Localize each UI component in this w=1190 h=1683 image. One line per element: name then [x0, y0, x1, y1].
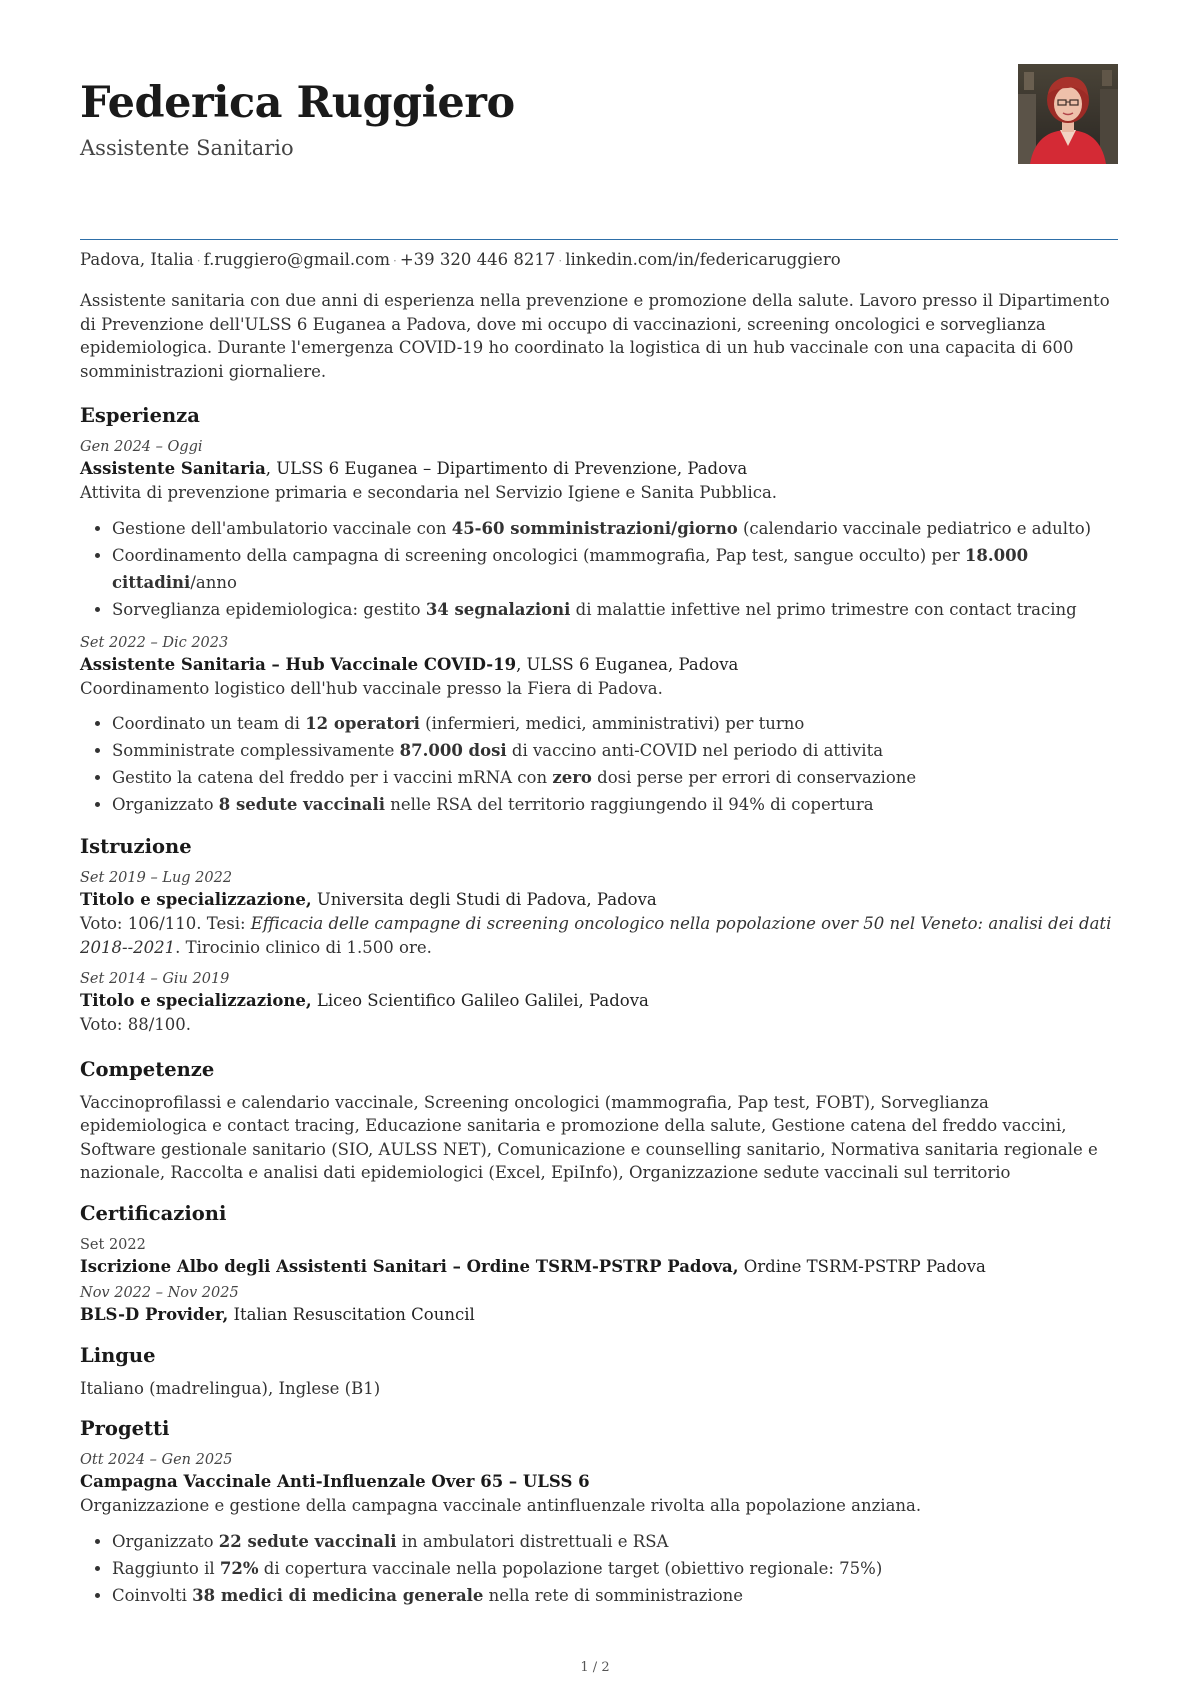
- bullet-item: [112, 542, 1118, 596]
- certification-title: [80, 1255, 1118, 1279]
- bullet-item: [112, 710, 1118, 737]
- bullet-emphasis: zero: [552, 768, 592, 787]
- contact-separator: ·: [196, 254, 201, 268]
- bullet-emphasis: 12 operatori: [305, 714, 420, 733]
- bullet-emphasis: 22 sedute vaccinali: [218, 1531, 397, 1551]
- header-divider: [80, 239, 1118, 240]
- candidate-title: Assistente Sanitario: [80, 136, 294, 160]
- experience-description: Attivita di prevenzione primaria e secondaria nel Servizio Igiene e Sanita Pubblica.: [80, 483, 778, 502]
- skills-section: [80, 1058, 1118, 1185]
- experience-description: Coordinamento logistico dell'hub vaccinale presso la Fiera di Padova.: [80, 678, 663, 698]
- certifications-section: [80, 1202, 1118, 1327]
- bullet-item: [112, 1528, 1118, 1555]
- certification-item: [80, 1283, 1118, 1327]
- bullet-item: [112, 1555, 1118, 1582]
- bullet-text: Organizzato: [112, 1531, 219, 1551]
- bullet-text: nella rete di somministrazione: [483, 1585, 744, 1605]
- contact-linkedin[interactable]: linkedin.com/in/federicaruggiero: [565, 250, 841, 269]
- education-degree-title: Titolo e specializzazione,: [80, 991, 312, 1010]
- education-date: Set 2014 – Giu 2019: [80, 971, 230, 987]
- bullet-text: Organizzato: [112, 795, 219, 814]
- experience-role: [80, 653, 1118, 677]
- bullet-text: nelle RSA del territorio raggiungendo il 94% di copertura: [385, 795, 874, 814]
- bullet-emphasis: 38 medici di medicina generale: [192, 1585, 484, 1605]
- certification-title: [80, 1303, 1118, 1327]
- certification-name: BLS-D Provider,: [80, 1304, 229, 1324]
- bullet-emphasis: 72%: [219, 1558, 259, 1578]
- bullet-text: Coordinamento della campagna di screening oncologici (mammografia, Pap test, sangue occulto) per: [112, 545, 965, 565]
- bullet-item: [112, 1582, 1118, 1609]
- profile-photo-image: [1018, 64, 1118, 164]
- resume-page: [80, 60, 1118, 1609]
- bullet-text: (calendario vaccinale pediatrico e adulto): [737, 518, 1092, 538]
- experience-section: [80, 404, 1118, 818]
- project-name: Campagna Vaccinale Anti-Influenzale Over 65 – ULSS 6: [80, 1472, 590, 1491]
- education-heading: Istruzione: [80, 835, 192, 858]
- contact-phone[interactable]: +39 320 446 8217: [399, 250, 556, 269]
- education-degree: [80, 989, 1118, 1013]
- contact-location: Padova, Italia: [80, 250, 194, 269]
- bullet-text: (infermieri, medici, amministrativi) per turno: [419, 714, 805, 733]
- bullet-text: Sorveglianza epidemiologica: gestito: [112, 599, 426, 619]
- bullet-emphasis: 45-60 somministrazioni/giorno: [451, 518, 738, 538]
- experience-date: Set 2022 – Dic 2023: [80, 634, 229, 651]
- bullet-text: /anno: [190, 572, 237, 592]
- education-section: [80, 835, 1118, 1037]
- experience-bullets: [80, 515, 1118, 623]
- bullet-item: [112, 737, 1118, 764]
- projects-section: [80, 1417, 1118, 1609]
- bullet-item: [112, 596, 1118, 623]
- bullet-item: [112, 515, 1118, 542]
- education-item: [80, 969, 1118, 1037]
- contact-line: [80, 249, 1118, 272]
- experience-role-org: , ULSS 6 Euganea, Padova: [516, 654, 739, 674]
- certification-item: [80, 1235, 1118, 1279]
- profile-photo: [1018, 64, 1118, 164]
- experience-item: [80, 437, 1118, 623]
- education-description: [80, 1013, 1118, 1037]
- experience-role-title: Assistente Sanitaria – Hub Vaccinale COVID-19: [80, 654, 517, 674]
- education-school: Liceo Scientifico Galileo Galilei, Padova: [311, 991, 649, 1010]
- bullet-item: [112, 764, 1118, 791]
- certification-name: Iscrizione Albo degli Assistenti Sanitari – Ordine TSRM-PSTRP Padova,: [80, 1256, 739, 1276]
- resume-header: [80, 60, 1118, 164]
- bullet-text: Gestione dell'ambulatorio vaccinale con: [112, 518, 452, 538]
- segment-text: Voto: 106/110. Tesi:: [80, 914, 251, 933]
- experience-role-org: , ULSS 6 Euganea – Dipartimento di Prevenzione, Padova: [265, 459, 748, 478]
- segment-italic: Efficacia delle campagne di screening oncologico nella popolazione over 50 nel Veneto: analisi dei dati 2018--2021: [80, 914, 1112, 957]
- certifications-heading: Certificazioni: [80, 1201, 227, 1225]
- certification-date: Set 2022: [80, 1236, 146, 1253]
- certification-issuer: Italian Resuscitation Council: [228, 1304, 475, 1324]
- education-degree-title: Titolo e specializzazione,: [80, 890, 312, 909]
- languages-section: [80, 1344, 1118, 1401]
- experience-bullets: [80, 710, 1118, 818]
- bullet-text: Raggiunto il: [112, 1558, 220, 1578]
- education-degree: [80, 888, 1118, 912]
- experience-role: [80, 457, 1118, 481]
- project-date: Ott 2024 – Gen 2025: [80, 1452, 233, 1468]
- bullet-text: di malattie infettive nel primo trimestre con contact tracing: [570, 599, 1077, 619]
- project-bullets: [80, 1528, 1118, 1609]
- bullet-emphasis: 87.000 dosi: [399, 741, 507, 760]
- certification-issuer: Ordine TSRM-PSTRP Padova: [738, 1256, 986, 1276]
- candidate-name: Federica Ruggiero: [80, 78, 515, 128]
- bullet-text: Coinvolti: [112, 1585, 193, 1605]
- project-item: [80, 1450, 1118, 1609]
- bullet-text: Coordinato un team di: [112, 714, 306, 733]
- experience-role-title: Assistente Sanitaria: [80, 459, 266, 478]
- segment-text: Voto: 88/100.: [80, 1015, 191, 1034]
- bullet-text: in ambulatori distrettuali e RSA: [396, 1531, 669, 1551]
- skills-heading: Competenze: [80, 1057, 215, 1081]
- experience-heading: Esperienza: [80, 404, 200, 427]
- contact-separator: ·: [558, 254, 563, 268]
- contact-email[interactable]: f.ruggiero@gmail.com: [203, 250, 390, 269]
- education-date: Set 2019 – Lug 2022: [80, 870, 233, 886]
- education-description: [80, 912, 1118, 959]
- languages-heading: Lingue: [80, 1343, 156, 1367]
- page-number: 1 / 2: [580, 1660, 610, 1675]
- bullet-text: di copertura vaccinale nella popolazione target (obiettivo regionale: 75%): [258, 1558, 883, 1578]
- profile-summary: Assistente sanitaria con due anni di esperienza nella prevenzione e promozione della salute. Lavoro presso il Dipartimento di Prevenzione dell'ULSS 6 Euganea a Padova, dove mi occupo di vaccinazioni, screening oncologici e sorveglianza epidemiologica. Durante l'emergenza COVID-19 ho coordinato la logistica di un hub vaccinale con una capacita di 600 somministrazioni giornaliere.: [80, 291, 1110, 381]
- project-title: [80, 1470, 1118, 1494]
- experience-date: Gen 2024 – Oggi: [80, 439, 203, 455]
- contact-separator: ·: [393, 254, 397, 268]
- skills-text: Vaccinoprofilassi e calendario vaccinale, Screening oncologici (mammografia, Pap test, FOBT), Sorveglianza epidemiologica e contact tracing, Educazione sanitaria e promozione della salute, Gestione catena del freddo vaccini, Software gestionale sanitario (SIO, AULSS NET), Comunicazione e counselling sanitario, Normativa sanitaria regionale e nazionale, Raccolta e analisi dati epidemiologici (Excel, EpiInfo), Organizzazione sedute vaccinali sul territorio: [80, 1092, 1098, 1182]
- bullet-emphasis: 18.000 cittadini: [112, 545, 1029, 592]
- bullet-item: [112, 791, 1118, 818]
- bullet-text: di vaccino anti-COVID nel periodo di attivita: [506, 741, 884, 760]
- projects-heading: Progetti: [80, 1417, 170, 1440]
- segment-text: . Tirocinio clinico di 1.500 ore.: [175, 937, 432, 957]
- education-school: Universita degli Studi di Padova, Padova: [311, 890, 657, 909]
- experience-item: [80, 633, 1118, 819]
- certification-date: Nov 2022 – Nov 2025: [80, 1284, 239, 1301]
- bullet-text: dosi perse per errori di conservazione: [591, 768, 917, 787]
- bullet-emphasis: 8 sedute vaccinali: [218, 795, 386, 814]
- languages-text: Italiano (madrelingua), Inglese (B1): [80, 1378, 381, 1398]
- bullet-text: Somministrate complessivamente: [112, 741, 400, 760]
- bullet-text: Gestito la catena del freddo per i vaccini mRNA con: [112, 768, 553, 787]
- bullet-emphasis: 34 segnalazioni: [425, 599, 571, 619]
- education-item: [80, 868, 1118, 959]
- project-description: Organizzazione e gestione della campagna vaccinale antinfluenzale rivolta alla popolazione anziana.: [80, 1496, 922, 1515]
